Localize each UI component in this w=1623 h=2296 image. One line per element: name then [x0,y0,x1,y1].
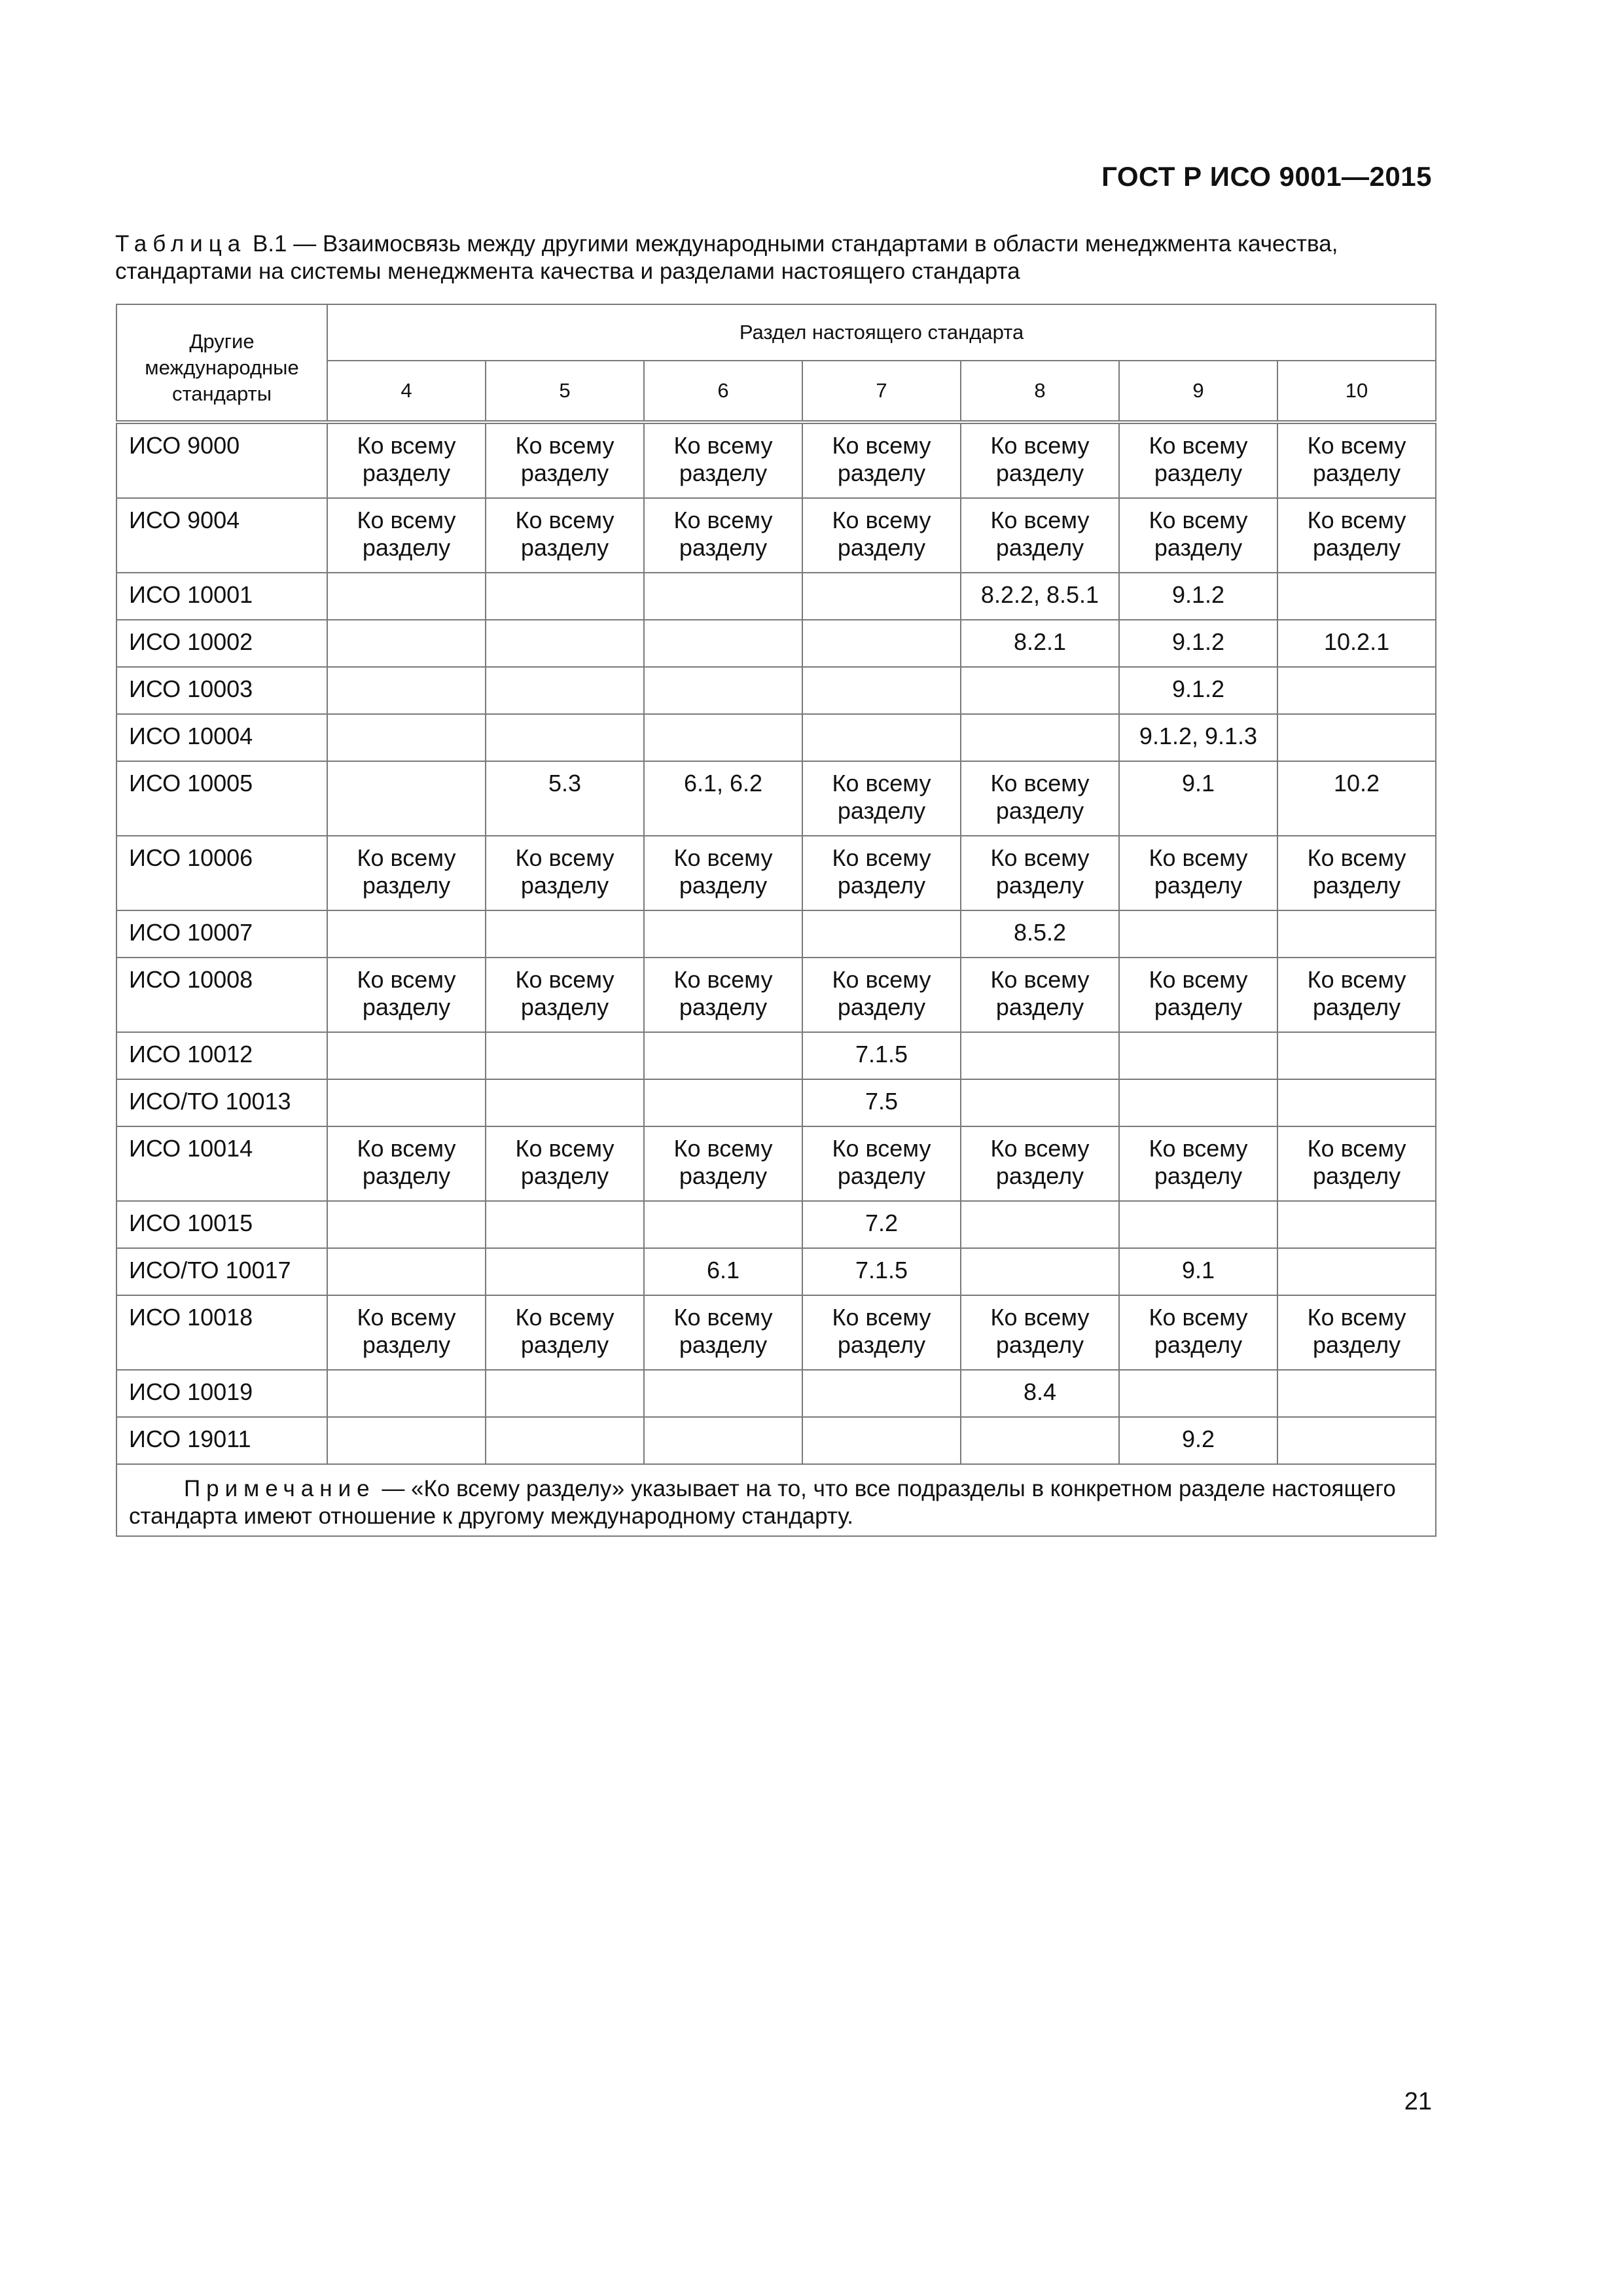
section-cell: 9.1 [1119,1248,1277,1295]
page-number: 21 [1404,2088,1432,2115]
section-cell [486,1248,644,1295]
section-cell [644,667,802,714]
table-row [116,1248,1436,1295]
section-cell: Ко всему разделу [486,422,644,498]
section-cell [486,620,644,667]
corner-header: Другие международные стандарты [116,304,327,422]
caption-label: Таблица [115,231,247,257]
section-cell: Ко всему разделу [644,1295,802,1370]
section-cell: Ко всему разделу [961,1126,1119,1201]
section-cell [327,667,486,714]
section-group-header: Раздел настоящего стандарта [327,304,1436,361]
section-cell: 7.1.5 [802,1248,961,1295]
section-cell [961,1248,1119,1295]
section-cell: 6.1 [644,1248,802,1295]
section-cell [961,714,1119,761]
column-header: 4 [327,361,486,422]
section-cell [327,1201,486,1248]
section-cell [1277,573,1436,620]
section-cell [1277,667,1436,714]
section-cell [1277,910,1436,958]
section-cell: Ко всему разделу [1119,836,1277,910]
table-row [116,620,1436,667]
section-cell [327,1370,486,1417]
standard-name-cell: ИСО 10012 [116,1032,327,1079]
section-cell [1277,714,1436,761]
section-cell: 10.2.1 [1277,620,1436,667]
section-cell: 6.1, 6.2 [644,761,802,836]
section-cell [802,910,961,958]
note-text: — «Ко всему разделу» указывает на то, что все подразделы в конкретном разделе настоящего стандарта имеют отношение к другому международному стандарту. [129,1476,1396,1529]
section-cell: Ко всему разделу [961,1295,1119,1370]
standard-name-cell: ИСО 10018 [116,1295,327,1370]
column-header: 10 [1277,361,1436,422]
section-cell: Ко всему разделу [644,498,802,573]
section-cell: 7.5 [802,1079,961,1126]
section-cell [644,573,802,620]
section-cell: Ко всему разделу [486,1295,644,1370]
section-cell: Ко всему разделу [327,1126,486,1201]
section-cell [1119,1079,1277,1126]
section-cell [327,1032,486,1079]
section-cell: Ко всему разделу [1119,1295,1277,1370]
section-cell: Ко всему разделу [644,958,802,1032]
standard-name-cell: ИСО/ТО 10017 [116,1248,327,1295]
section-cell [802,620,961,667]
section-cell: 9.1.2 [1119,573,1277,620]
section-cell: 9.1.2 [1119,667,1277,714]
section-cell: Ко всему разделу [961,761,1119,836]
section-cell: Ко всему разделу [1277,1126,1436,1201]
section-cell: Ко всему разделу [802,1295,961,1370]
section-cell: Ко всему разделу [1119,1126,1277,1201]
section-cell: Ко всему разделу [961,422,1119,498]
table-row [116,667,1436,714]
table-row [116,1032,1436,1079]
standard-name-cell: ИСО 10001 [116,573,327,620]
section-cell [961,1032,1119,1079]
table-row [116,1417,1436,1464]
table-row [116,1079,1436,1126]
section-cell [802,714,961,761]
table-row [116,761,1436,836]
column-header: 6 [644,361,802,422]
section-cell: Ко всему разделу [1119,958,1277,1032]
section-cell: Ко всему разделу [1277,1295,1436,1370]
section-cell: 8.2.1 [961,620,1119,667]
section-cell [327,1417,486,1464]
section-cell: Ко всему разделу [486,498,644,573]
table-row [116,958,1436,1032]
section-cell [327,620,486,667]
table-row [116,573,1436,620]
document-id: ГОСТ Р ИСО 9001—2015 [1101,161,1432,192]
section-cell [486,1370,644,1417]
section-cell [1277,1370,1436,1417]
table-row [116,422,1436,498]
section-cell [1277,1417,1436,1464]
section-cell [961,667,1119,714]
section-cell [1277,1032,1436,1079]
standard-name-cell: ИСО 9000 [116,422,327,498]
column-header: 8 [961,361,1119,422]
section-cell: Ко всему разделу [644,836,802,910]
section-cell [1119,1032,1277,1079]
section-cell: 10.2 [1277,761,1436,836]
section-cell: 9.1.2 [1119,620,1277,667]
section-cell: Ко всему разделу [1277,422,1436,498]
standard-name-cell: ИСО 10008 [116,958,327,1032]
section-cell: Ко всему разделу [1119,422,1277,498]
standard-name-cell: ИСО 19011 [116,1417,327,1464]
standards-matrix-table [116,304,1436,1537]
section-cell: Ко всему разделу [961,836,1119,910]
section-cell [961,1079,1119,1126]
section-cell [644,1417,802,1464]
section-cell: Ко всему разделу [1119,498,1277,573]
section-cell: Ко всему разделу [1277,836,1436,910]
table-row [116,1126,1436,1201]
table-caption [115,230,1435,285]
caption-number: В.1 [246,231,287,257]
section-cell: Ко всему разделу [1277,498,1436,573]
section-cell [644,1032,802,1079]
standard-name-cell: ИСО 10014 [116,1126,327,1201]
table-row [116,1201,1436,1248]
section-cell [327,761,486,836]
section-cell [961,1417,1119,1464]
section-cell: Ко всему разделу [486,958,644,1032]
standard-name-cell: ИСО 10015 [116,1201,327,1248]
table-note [116,1464,1436,1536]
section-cell: Ко всему разделу [802,761,961,836]
standard-name-cell: ИСО/ТО 10013 [116,1079,327,1126]
section-cell [1119,1201,1277,1248]
section-cell: Ко всему разделу [1277,958,1436,1032]
standard-name-cell: ИСО 10005 [116,761,327,836]
section-cell: Ко всему разделу [644,1126,802,1201]
section-cell: Ко всему разделу [802,1126,961,1201]
section-cell: 9.1.2, 9.1.3 [1119,714,1277,761]
section-cell [802,667,961,714]
table-row [116,498,1436,573]
standard-name-cell: ИСО 10006 [116,836,327,910]
section-cell: Ко всему разделу [644,422,802,498]
section-cell: Ко всему разделу [327,836,486,910]
section-cell: Ко всему разделу [802,422,961,498]
section-cell [327,910,486,958]
caption-text: — Взаимосвязь между другими международными стандартами в области менеджмента качества, стандартами на системы менеджмента качества и разделами настоящего стандарта [115,231,1338,284]
section-cell [1277,1248,1436,1295]
section-cell: Ко всему разделу [327,958,486,1032]
table-row [116,714,1436,761]
section-cell [1277,1201,1436,1248]
section-cell: Ко всему разделу [961,498,1119,573]
section-cell [486,1032,644,1079]
section-cell [327,573,486,620]
standard-name-cell: ИСО 10019 [116,1370,327,1417]
section-cell: Ко всему разделу [327,498,486,573]
section-cell [486,573,644,620]
section-cell [486,1417,644,1464]
section-cell [1119,910,1277,958]
section-cell [486,1201,644,1248]
section-cell [644,1079,802,1126]
column-header: 9 [1119,361,1277,422]
section-cell: 8.4 [961,1370,1119,1417]
table-row [116,910,1436,958]
table-row [116,1295,1436,1370]
section-cell: 8.2.2, 8.5.1 [961,573,1119,620]
table-row [116,836,1436,910]
section-cell [486,1079,644,1126]
section-cell: 7.2 [802,1201,961,1248]
standard-name-cell: ИСО 9004 [116,498,327,573]
section-cell [961,1201,1119,1248]
standard-name-cell: ИСО 10007 [116,910,327,958]
section-cell [486,910,644,958]
section-cell [486,667,644,714]
section-cell: 7.1.5 [802,1032,961,1079]
section-cell: Ко всему разделу [486,1126,644,1201]
section-cell [486,714,644,761]
section-cell [644,910,802,958]
table-row [116,1370,1436,1417]
section-cell [802,1417,961,1464]
standard-name-cell: ИСО 10002 [116,620,327,667]
section-cell [644,714,802,761]
column-header: 7 [802,361,961,422]
standard-name-cell: ИСО 10003 [116,667,327,714]
section-cell [644,1370,802,1417]
section-cell: Ко всему разделу [802,836,961,910]
section-cell [1277,1079,1436,1126]
section-cell: Ко всему разделу [327,422,486,498]
section-cell: Ко всему разделу [327,1295,486,1370]
section-cell: Ко всему разделу [486,836,644,910]
section-cell: Ко всему разделу [961,958,1119,1032]
section-cell [327,1079,486,1126]
section-cell [644,1201,802,1248]
standard-name-cell: ИСО 10004 [116,714,327,761]
section-cell [327,714,486,761]
section-cell [1119,1370,1277,1417]
section-cell [644,620,802,667]
section-cell: 9.1 [1119,761,1277,836]
column-header: 5 [486,361,644,422]
section-cell [327,1248,486,1295]
section-cell: Ко всему разделу [802,958,961,1032]
section-cell [802,1370,961,1417]
section-cell: 8.5.2 [961,910,1119,958]
note-label: Примечание [184,1476,376,1501]
section-cell: 9.2 [1119,1417,1277,1464]
section-cell: 5.3 [486,761,644,836]
section-cell [802,573,961,620]
section-cell: Ко всему разделу [802,498,961,573]
